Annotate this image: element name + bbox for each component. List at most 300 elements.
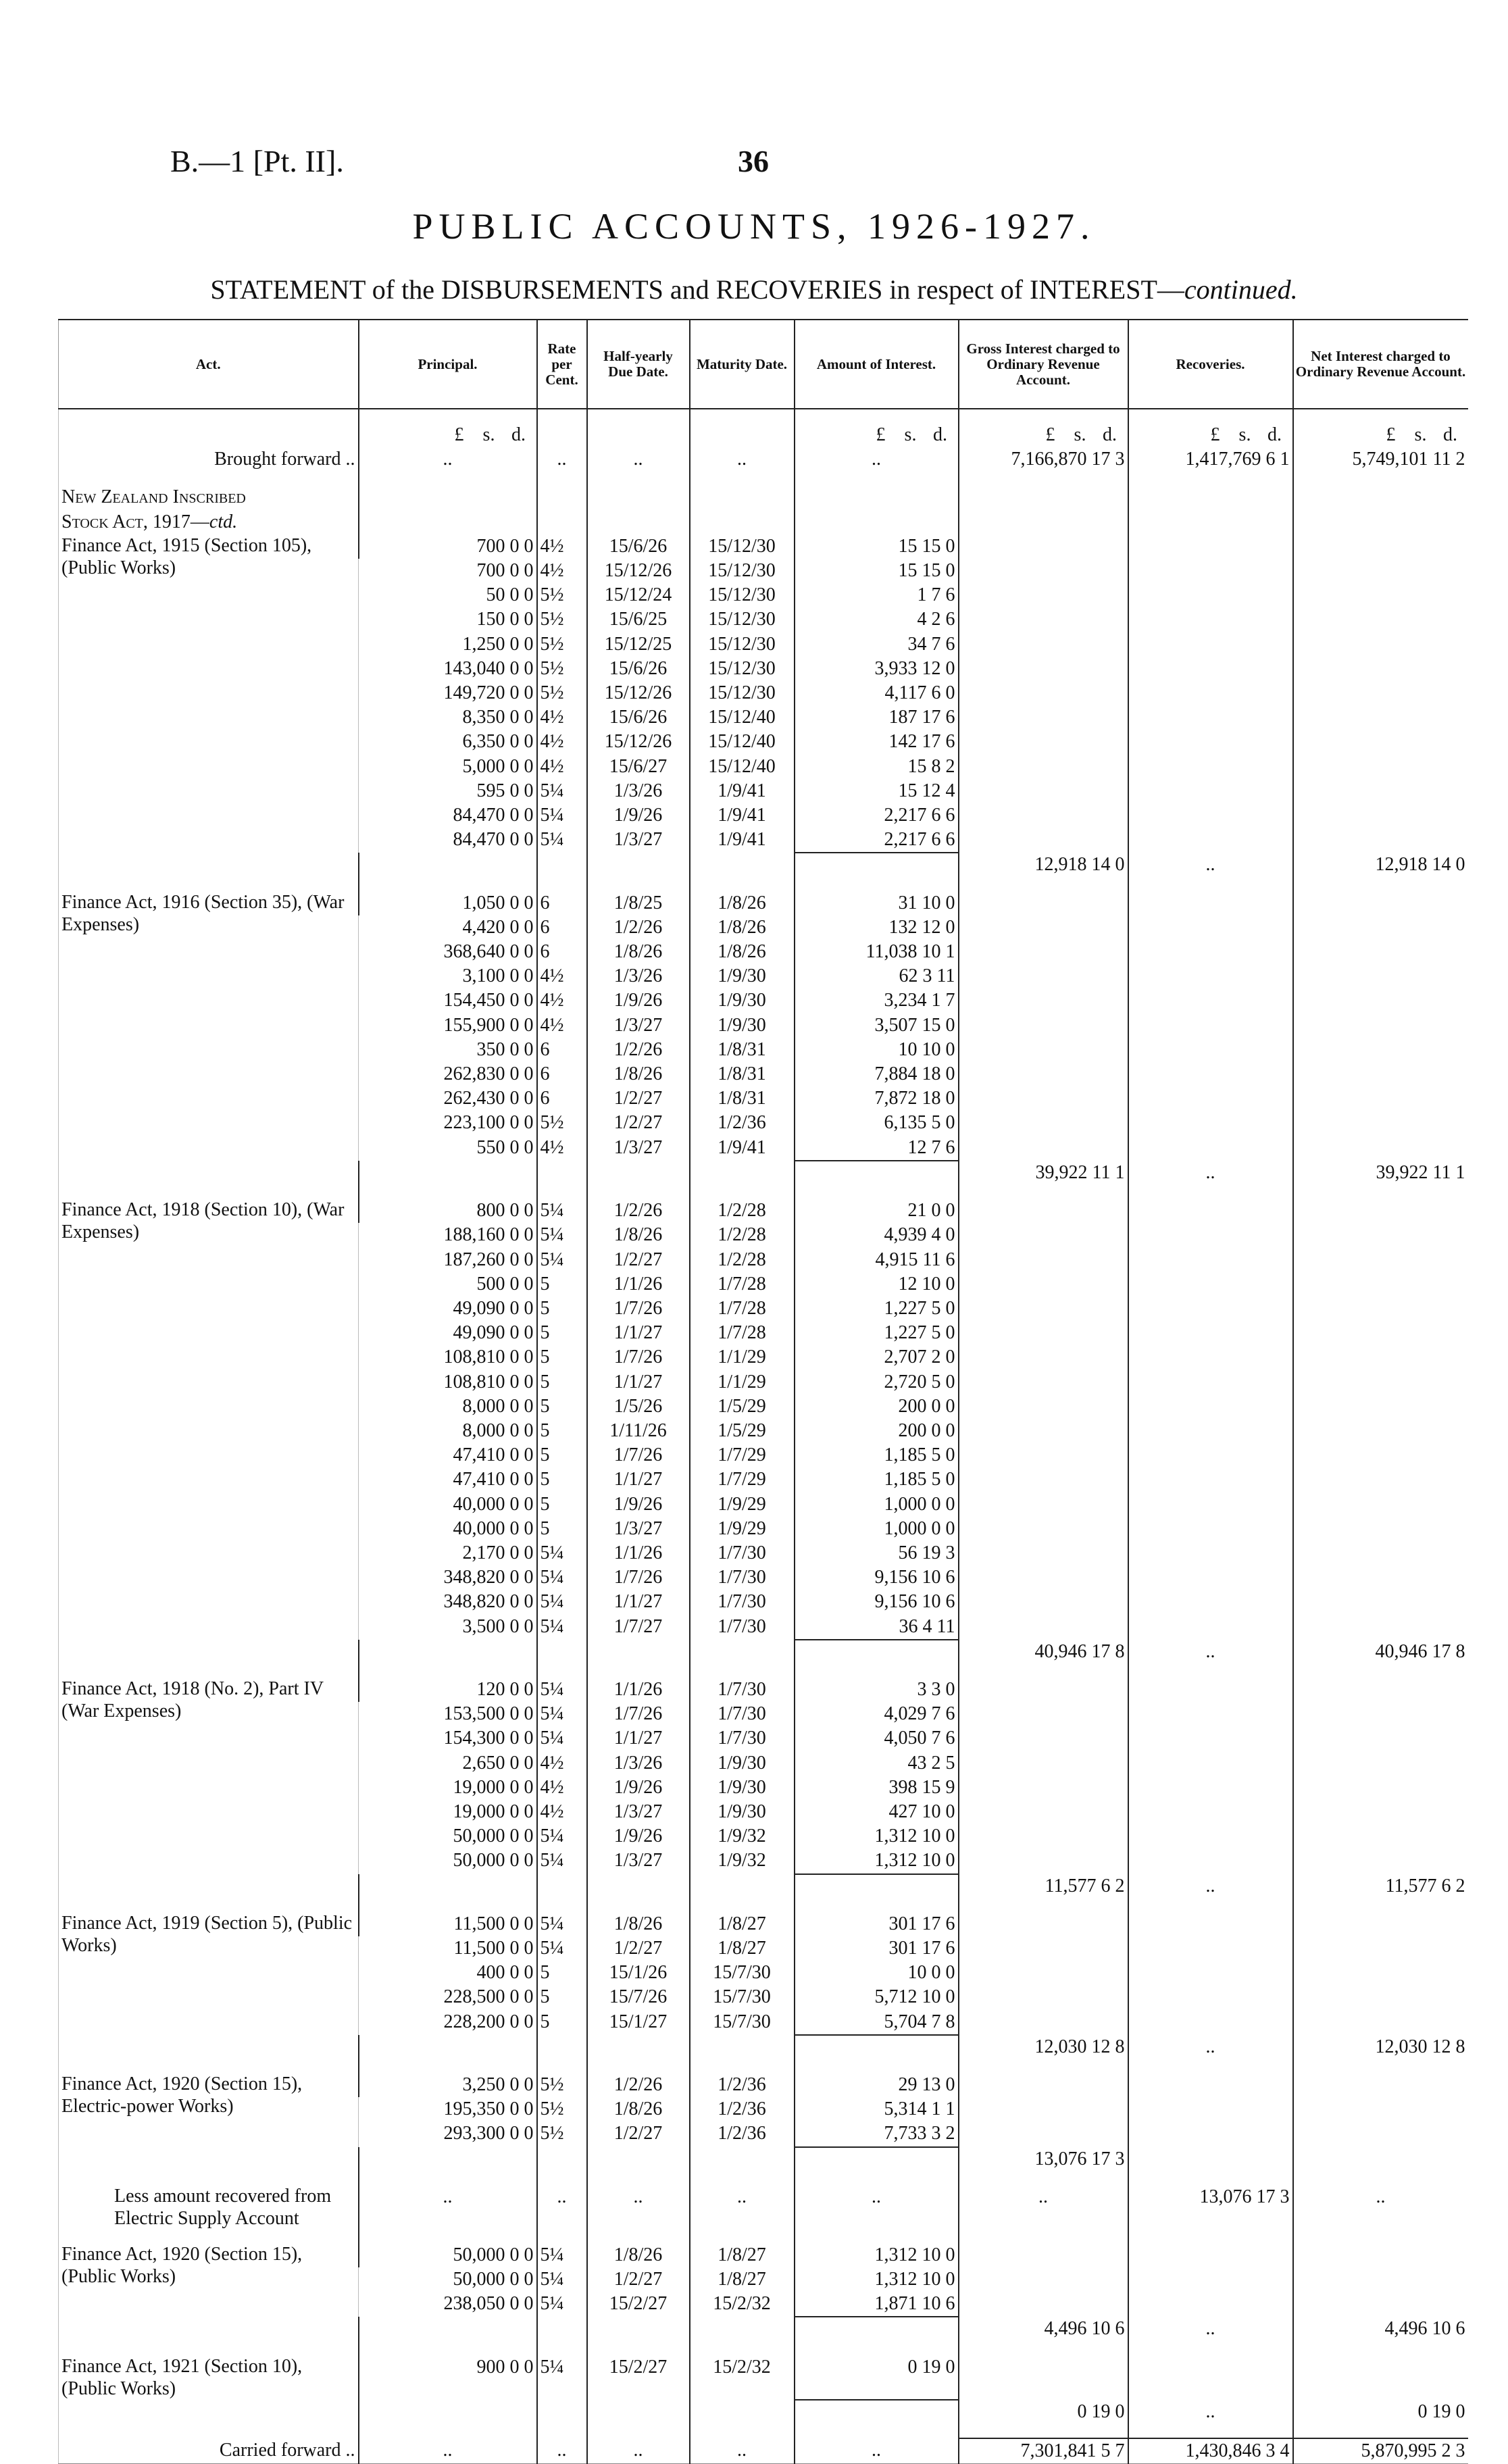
- maturity-cell: 15/12/40: [690, 730, 795, 754]
- amount-cell: 3,234 1 7: [795, 988, 959, 1013]
- rate-cell: 5: [537, 1370, 587, 1394]
- act-name: Finance Act, 1918 (No. 2), Part IV (War Expenses): [59, 1678, 359, 1874]
- due-date-cell: 1/9/26: [587, 1776, 690, 1800]
- subtitle-main: STATEMENT of the DISBURSEMENTS and RECOVERIES in respect of INTEREST—: [210, 274, 1184, 305]
- subtotal-row: [59, 1874, 1468, 1899]
- principal-cell: 155,900 0 0: [359, 1013, 537, 1038]
- principal-cell: 153,500 0 0: [359, 1702, 537, 1726]
- amount-cell: 1,227 5 0: [795, 1321, 959, 1345]
- amount-cell: 5,704 7 8: [795, 2010, 959, 2035]
- spacer-row: [59, 409, 1468, 423]
- amount-cell: 1,871 10 6: [795, 2292, 959, 2317]
- due-date-cell: 1/2/27: [587, 2267, 690, 2292]
- less-recovered-net: ..: [1293, 2185, 1468, 2230]
- group-recoveries: ..: [1128, 2400, 1293, 2424]
- principal-cell: 8,350 0 0: [359, 705, 537, 730]
- rate-cell: 5: [537, 1272, 587, 1297]
- carried-forward-recoveries: 1,430,846 3 4: [1128, 2438, 1293, 2464]
- due-date-cell: 1/7/26: [587, 1297, 690, 1321]
- maturity-cell: 1/7/30: [690, 1541, 795, 1565]
- net-units: £ s. d.: [1293, 423, 1468, 447]
- maturity-cell: 1/8/27: [690, 1912, 795, 1936]
- amount-cell: 3,507 15 0: [795, 1013, 959, 1038]
- amount-cell: 9,156 10 6: [795, 1590, 959, 1614]
- table-row: [59, 534, 1468, 559]
- due-date-cell: 1/7/26: [587, 1565, 690, 1590]
- maturity-cell: 1/5/29: [690, 1419, 795, 1443]
- due-date-cell: 1/5/26: [587, 1394, 690, 1419]
- rate-cell: 4½: [537, 1751, 587, 1776]
- table-row: [59, 2243, 1468, 2267]
- col-rate: Rate per Cent.: [537, 320, 587, 409]
- amount-cell: 3,933 12 0: [795, 657, 959, 681]
- due-date-cell: 15/6/25: [587, 607, 690, 632]
- stock-heading-row: [59, 485, 1468, 509]
- amount-cell: 301 17 6: [795, 1912, 959, 1936]
- due-date-cell: 1/2/27: [587, 1936, 690, 1961]
- principal-cell: 262,430 0 0: [359, 1086, 537, 1111]
- amount-cell: 200 0 0: [795, 1419, 959, 1443]
- rate-cell: 4½: [537, 1013, 587, 1038]
- spacer-row: [59, 1664, 1468, 1678]
- maturity-cell: 1/9/29: [690, 1517, 795, 1541]
- principal-cell: 368,640 0 0: [359, 940, 537, 964]
- maturity-cell: 1/8/26: [690, 891, 795, 915]
- amount-cell: 29 13 0: [795, 2073, 959, 2097]
- group-gross: 13,076 17 3: [959, 2147, 1128, 2171]
- principal-cell: 228,200 0 0: [359, 2010, 537, 2035]
- amount-cell: 15 8 2: [795, 755, 959, 779]
- group-recoveries: ..: [1128, 2035, 1293, 2059]
- due-date-cell: 1/8/26: [587, 1912, 690, 1936]
- principal-cell: 238,050 0 0: [359, 2292, 537, 2317]
- amount-cell: 4,117 6 0: [795, 681, 959, 705]
- maturity-cell: 1/9/41: [690, 1136, 795, 1161]
- due-date-cell: 15/6/26: [587, 705, 690, 730]
- due-date-cell: 1/3/27: [587, 1136, 690, 1161]
- amount-cell: 4 2 6: [795, 607, 959, 632]
- less-recovered-label: Less amount recovered from Electric Supply Account: [59, 2185, 359, 2230]
- amount-cell: 10 10 0: [795, 1038, 959, 1062]
- amount-cell: 1,185 5 0: [795, 1467, 959, 1492]
- maturity-cell: 1/9/30: [690, 1751, 795, 1776]
- due-date-cell: 15/12/25: [587, 632, 690, 657]
- maturity-cell: 15/2/32: [690, 2292, 795, 2317]
- maturity-cell: 15/12/30: [690, 559, 795, 583]
- due-date-cell: 15/6/27: [587, 755, 690, 779]
- recoveries-units: £ s. d.: [1128, 423, 1293, 447]
- group-gross: 11,577 6 2: [959, 1874, 1128, 1899]
- col-amount: Amount of Interest.: [795, 320, 959, 409]
- rate-cell: 5½: [537, 2073, 587, 2097]
- principal-cell: 49,090 0 0: [359, 1321, 537, 1345]
- principal-cell: 3,100 0 0: [359, 964, 537, 988]
- carried-forward-gross: 7,301,841 5 7: [959, 2438, 1128, 2464]
- maturity-cell: 1/2/36: [690, 1111, 795, 1135]
- group-net: 39,922 11 1: [1293, 1161, 1468, 1185]
- due-date-cell: 1/2/27: [587, 1086, 690, 1111]
- maturity-cell: 15/12/30: [690, 607, 795, 632]
- due-date-cell: 1/3/26: [587, 964, 690, 988]
- due-date-cell: 1/1/27: [587, 1467, 690, 1492]
- rate-cell: 5½: [537, 607, 587, 632]
- amount-cell: 56 19 3: [795, 1541, 959, 1565]
- principal-cell: 50 0 0: [359, 583, 537, 607]
- rate-cell: 4½: [537, 705, 587, 730]
- maturity-cell: 1/9/32: [690, 1824, 795, 1849]
- rate-cell: 5: [537, 1419, 587, 1443]
- principal-cell: 19,000 0 0: [359, 1800, 537, 1824]
- maturity-cell: 15/7/30: [690, 1961, 795, 1985]
- maturity-cell: 1/8/26: [690, 940, 795, 964]
- due-date-cell: 1/1/26: [587, 1272, 690, 1297]
- due-date-cell: 1/7/26: [587, 1345, 690, 1369]
- maturity-cell: 1/9/30: [690, 964, 795, 988]
- amount-cell: 3 3 0: [795, 1678, 959, 1702]
- maturity-cell: 1/2/36: [690, 2073, 795, 2097]
- due-date-cell: 1/2/27: [587, 2121, 690, 2146]
- table-row: [59, 891, 1468, 915]
- amount-cell: 1,312 10 0: [795, 2267, 959, 2292]
- rate-cell: 5¼: [537, 1590, 587, 1614]
- amount-cell: 132 12 0: [795, 915, 959, 940]
- principal-cell: 500 0 0: [359, 1272, 537, 1297]
- subtotal-row: [59, 2035, 1468, 2059]
- amount-cell: 11,038 10 1: [795, 940, 959, 964]
- amount-cell: 34 7 6: [795, 632, 959, 657]
- spacer-row: [59, 2230, 1468, 2243]
- due-date-cell: 15/2/27: [587, 2355, 690, 2400]
- ledger-body: [59, 409, 1468, 2464]
- maturity-cell: 1/7/28: [690, 1321, 795, 1345]
- principal-cell: 108,810 0 0: [359, 1370, 537, 1394]
- group-net: 0 19 0: [1293, 2400, 1468, 2424]
- due-date-cell: 1/2/27: [587, 1248, 690, 1272]
- table-row: [59, 2355, 1468, 2400]
- rate-cell: 5¼: [537, 1541, 587, 1565]
- amount-cell: 4,915 11 6: [795, 1248, 959, 1272]
- rate-cell: 4½: [537, 1776, 587, 1800]
- rate-cell: 4½: [537, 964, 587, 988]
- document-reference: B.—1 [Pt. II].: [170, 144, 344, 178]
- col-gross: Gross Interest charged to Ordinary Revenue Account.: [959, 320, 1128, 409]
- due-date-cell: 1/8/26: [587, 940, 690, 964]
- maturity-cell: 15/12/40: [690, 755, 795, 779]
- group-net: 4,496 10 6: [1293, 2317, 1468, 2341]
- rate-cell: 5: [537, 2010, 587, 2035]
- amount-cell: 4,050 7 6: [795, 1726, 959, 1751]
- due-date-cell: 1/11/26: [587, 1419, 690, 1443]
- principal-cell: 8,000 0 0: [359, 1419, 537, 1443]
- due-date-cell: 15/12/26: [587, 730, 690, 754]
- amount-cell: 2,707 2 0: [795, 1345, 959, 1369]
- group-recoveries: ..: [1128, 853, 1293, 877]
- maturity-cell: 1/9/41: [690, 779, 795, 803]
- maturity-cell: 1/7/29: [690, 1467, 795, 1492]
- carried-forward-row: Carried forward .. .. .. .. .. .. 7,301,841 5 7 1,430,846 3 4 5,870,995 2 3: [59, 2438, 1468, 2464]
- subtitle-continued: continued.: [1184, 274, 1298, 305]
- rate-cell: 6: [537, 891, 587, 915]
- due-date-cell: 1/7/26: [587, 1443, 690, 1467]
- principal-cell: 3,250 0 0: [359, 2073, 537, 2097]
- maturity-cell: 1/7/30: [690, 1565, 795, 1590]
- group-recoveries: ..: [1128, 2317, 1293, 2341]
- subtotal-row: [59, 2317, 1468, 2341]
- spacer-row: [59, 1185, 1468, 1199]
- amount-cell: 15 15 0: [795, 534, 959, 559]
- act-name: Finance Act, 1921 (Section 10), (Public Works): [59, 2355, 359, 2400]
- rate-cell: 4½: [537, 534, 587, 559]
- principal-cell: 40,000 0 0: [359, 1492, 537, 1517]
- interest-ledger-table: [58, 319, 1468, 2464]
- amount-cell: 1,000 0 0: [795, 1517, 959, 1541]
- rate-cell: 5½: [537, 681, 587, 705]
- principal-cell: 900 0 0: [359, 2355, 537, 2400]
- group-gross: 40,946 17 8: [959, 1640, 1128, 1664]
- amount-cell: 1,227 5 0: [795, 1297, 959, 1321]
- table-row: [59, 1912, 1468, 1936]
- due-date-cell: 15/12/24: [587, 583, 690, 607]
- principal-cell: 195,350 0 0: [359, 2097, 537, 2121]
- amount-cell: 15 15 0: [795, 559, 959, 583]
- table-row: [59, 2073, 1468, 2097]
- due-date-cell: 1/8/26: [587, 2243, 690, 2267]
- due-date-cell: 1/9/26: [587, 988, 690, 1013]
- rate-cell: 5½: [537, 2097, 587, 2121]
- rate-cell: 5¼: [537, 2267, 587, 2292]
- brought-forward-recoveries: 1,417,769 6 1: [1128, 447, 1293, 472]
- maturity-cell: 1/9/30: [690, 1776, 795, 1800]
- principal-cell: 228,500 0 0: [359, 1985, 537, 2009]
- rate-cell: 5½: [537, 657, 587, 681]
- principal-cell: 1,050 0 0: [359, 891, 537, 915]
- less-recovered-row: Less amount recovered from Electric Supply Account .. .. .. .. .. .. 13,076 17 3 ..: [59, 2185, 1468, 2230]
- principal-cell: 187,260 0 0: [359, 1248, 537, 1272]
- rate-cell: 5: [537, 1345, 587, 1369]
- principal-cell: 188,160 0 0: [359, 1223, 537, 1247]
- rate-cell: 5¼: [537, 1199, 587, 1223]
- maturity-cell: 15/12/40: [690, 705, 795, 730]
- rate-cell: 5½: [537, 2121, 587, 2146]
- amount-cell: 1 7 6: [795, 583, 959, 607]
- rate-cell: 5¼: [537, 1678, 587, 1702]
- principal-cell: 149,720 0 0: [359, 681, 537, 705]
- principal-cell: 2,170 0 0: [359, 1541, 537, 1565]
- rate-cell: 5: [537, 1394, 587, 1419]
- maturity-cell: 1/2/36: [690, 2097, 795, 2121]
- maturity-cell: 1/9/29: [690, 1492, 795, 1517]
- amount-cell: 21 0 0: [795, 1199, 959, 1223]
- rate-cell: 5¼: [537, 2292, 587, 2317]
- maturity-cell: 1/2/36: [690, 2121, 795, 2146]
- maturity-cell: 1/9/30: [690, 1013, 795, 1038]
- amount-cell: 1,312 10 0: [795, 1849, 959, 1874]
- statement-subtitle: [0, 274, 1508, 305]
- rate-cell: 5: [537, 1443, 587, 1467]
- principal-cell: 1,250 0 0: [359, 632, 537, 657]
- maturity-cell: 1/8/26: [690, 915, 795, 940]
- maturity-cell: 1/7/30: [690, 1726, 795, 1751]
- act-name: Finance Act, 1920 (Section 15), (Public Works): [59, 2243, 359, 2317]
- maturity-cell: 1/1/29: [690, 1345, 795, 1369]
- maturity-cell: 1/8/31: [690, 1062, 795, 1086]
- rate-cell: 4½: [537, 730, 587, 754]
- subtotal-row: [59, 2147, 1468, 2171]
- col-net: Net Interest charged to Ordinary Revenue Account.: [1293, 320, 1468, 409]
- principal-cell: 50,000 0 0: [359, 2243, 537, 2267]
- table-row: [59, 1678, 1468, 1702]
- principal-cell: 120 0 0: [359, 1678, 537, 1702]
- maturity-cell: 1/9/41: [690, 803, 795, 828]
- brought-forward-row: Brought forward .. .. .. .. .. .. 7,166,870 17 3 1,417,769 6 1 5,749,101 11 2: [59, 447, 1468, 472]
- spacer-row: [59, 2342, 1468, 2355]
- due-date-cell: 15/1/27: [587, 2010, 690, 2035]
- principal-cell: 595 0 0: [359, 779, 537, 803]
- amount-cell: 2,217 6 6: [795, 828, 959, 853]
- rate-cell: 5¼: [537, 1248, 587, 1272]
- amount-cell: 0 19 0: [795, 2355, 959, 2400]
- maturity-cell: 1/2/28: [690, 1199, 795, 1223]
- due-date-cell: 1/1/26: [587, 1541, 690, 1565]
- amount-cell: 7,872 18 0: [795, 1086, 959, 1111]
- currency-units-row: [59, 423, 1468, 447]
- due-date-cell: 15/2/27: [587, 2292, 690, 2317]
- principal-cell: 47,410 0 0: [359, 1467, 537, 1492]
- due-date-cell: 1/9/26: [587, 803, 690, 828]
- rate-cell: 5¼: [537, 1912, 587, 1936]
- due-date-cell: 15/1/26: [587, 1961, 690, 1985]
- principal-cell: 8,000 0 0: [359, 1394, 537, 1419]
- principal-cell: 50,000 0 0: [359, 1849, 537, 1874]
- group-gross: 4,496 10 6: [959, 2317, 1128, 2341]
- due-date-cell: 1/7/27: [587, 1615, 690, 1640]
- principal-cell: 154,450 0 0: [359, 988, 537, 1013]
- group-net: 12,918 14 0: [1293, 853, 1468, 877]
- principal-cell: 223,100 0 0: [359, 1111, 537, 1135]
- group-recoveries: ..: [1128, 1161, 1293, 1185]
- amount-cell: 2,217 6 6: [795, 803, 959, 828]
- brought-forward-label: Brought forward ..: [59, 447, 359, 472]
- subtotal-row: [59, 1640, 1468, 1664]
- amount-cell: 7,884 18 0: [795, 1062, 959, 1086]
- amount-cell: 427 10 0: [795, 1800, 959, 1824]
- group-net: [1293, 2147, 1468, 2171]
- amount-cell: 36 4 11: [795, 1615, 959, 1640]
- stock-heading-2: Stock Act, 1917—ctd.: [59, 510, 359, 534]
- amount-cell: 5,314 1 1: [795, 2097, 959, 2121]
- due-date-cell: 1/1/27: [587, 1726, 690, 1751]
- due-date-cell: 1/3/27: [587, 828, 690, 853]
- principal-cell: 4,420 0 0: [359, 915, 537, 940]
- subtotal-row: [59, 853, 1468, 877]
- amount-cell: 1,312 10 0: [795, 1824, 959, 1849]
- principal-cell: 2,650 0 0: [359, 1751, 537, 1776]
- principal-cell: 6,350 0 0: [359, 730, 537, 754]
- rate-cell: 4½: [537, 988, 587, 1013]
- maturity-cell: 1/8/27: [690, 2267, 795, 2292]
- rate-cell: 5: [537, 1517, 587, 1541]
- maturity-cell: 15/12/30: [690, 681, 795, 705]
- due-date-cell: 1/8/26: [587, 2097, 690, 2121]
- amount-cell: 4,029 7 6: [795, 1702, 959, 1726]
- amount-cell: 200 0 0: [795, 1394, 959, 1419]
- principal-cell: 550 0 0: [359, 1136, 537, 1161]
- due-date-cell: 15/6/26: [587, 534, 690, 559]
- group-net: 11,577 6 2: [1293, 1874, 1468, 1899]
- due-date-cell: 1/8/26: [587, 1223, 690, 1247]
- subtotal-row: [59, 2400, 1468, 2424]
- rate-cell: 5¼: [537, 1824, 587, 1849]
- rate-cell: 6: [537, 1086, 587, 1111]
- principal-cell: 700 0 0: [359, 534, 537, 559]
- maturity-cell: 1/8/27: [690, 2243, 795, 2267]
- due-date-cell: 1/2/26: [587, 2073, 690, 2097]
- rate-cell: 6: [537, 915, 587, 940]
- principal-cell: 11,500 0 0: [359, 1936, 537, 1961]
- table-header-row: [59, 320, 1468, 409]
- rate-cell: 5¼: [537, 2355, 587, 2400]
- principal-cell: 5,000 0 0: [359, 755, 537, 779]
- rate-cell: 6: [537, 940, 587, 964]
- amount-cell: 1,312 10 0: [795, 2243, 959, 2267]
- principal-cell: 150 0 0: [359, 607, 537, 632]
- rate-cell: 6: [537, 1062, 587, 1086]
- due-date-cell: 1/2/26: [587, 1199, 690, 1223]
- maturity-cell: 1/2/28: [690, 1248, 795, 1272]
- due-date-cell: 1/1/26: [587, 1678, 690, 1702]
- act-name: Finance Act, 1915 (Section 105), (Public Works): [59, 534, 359, 853]
- due-date-cell: 1/1/27: [587, 1321, 690, 1345]
- stock-heading-row: [59, 510, 1468, 534]
- principal-cell: 19,000 0 0: [359, 1776, 537, 1800]
- act-name: Finance Act, 1919 (Section 5), (Public Works): [59, 1912, 359, 2035]
- amount-cell: 15 12 4: [795, 779, 959, 803]
- principal-cell: 11,500 0 0: [359, 1912, 537, 1936]
- amount-cell: 1,185 5 0: [795, 1443, 959, 1467]
- due-date-cell: 1/3/27: [587, 1800, 690, 1824]
- page-number: 36: [738, 144, 769, 178]
- spacer-row: [59, 1899, 1468, 1912]
- due-date-cell: 1/2/27: [587, 1111, 690, 1135]
- carried-forward-label: Carried forward ..: [59, 2438, 359, 2464]
- amount-cell: 5,712 10 0: [795, 1985, 959, 2009]
- maturity-cell: 15/12/30: [690, 632, 795, 657]
- stock-heading-1: New Zealand Inscribed: [59, 485, 359, 509]
- due-date-cell: 1/9/26: [587, 1492, 690, 1517]
- maturity-cell: 15/12/30: [690, 583, 795, 607]
- rate-cell: 5¼: [537, 779, 587, 803]
- rate-cell: 4½: [537, 1800, 587, 1824]
- rate-cell: 5: [537, 1297, 587, 1321]
- due-date-cell: 1/3/26: [587, 779, 690, 803]
- maturity-cell: 1/7/30: [690, 1590, 795, 1614]
- subtotal-row: [59, 1161, 1468, 1185]
- principal-cell: 262,830 0 0: [359, 1062, 537, 1086]
- maturity-cell: 1/7/28: [690, 1272, 795, 1297]
- group-gross: 0 19 0: [959, 2400, 1128, 2424]
- principal-cell: 348,820 0 0: [359, 1565, 537, 1590]
- due-date-cell: 1/7/26: [587, 1702, 690, 1726]
- due-date-cell: 1/3/26: [587, 1751, 690, 1776]
- act-name: Finance Act, 1920 (Section 15), Electric-power Works): [59, 2073, 359, 2147]
- rate-cell: 5¼: [537, 2243, 587, 2267]
- rate-cell: 5: [537, 1985, 587, 2009]
- due-date-cell: 15/6/26: [587, 657, 690, 681]
- rate-cell: 5: [537, 1492, 587, 1517]
- principal-cell: 800 0 0: [359, 1199, 537, 1223]
- less-recovered-gross: ..: [959, 2185, 1128, 2230]
- due-date-cell: 1/1/27: [587, 1370, 690, 1394]
